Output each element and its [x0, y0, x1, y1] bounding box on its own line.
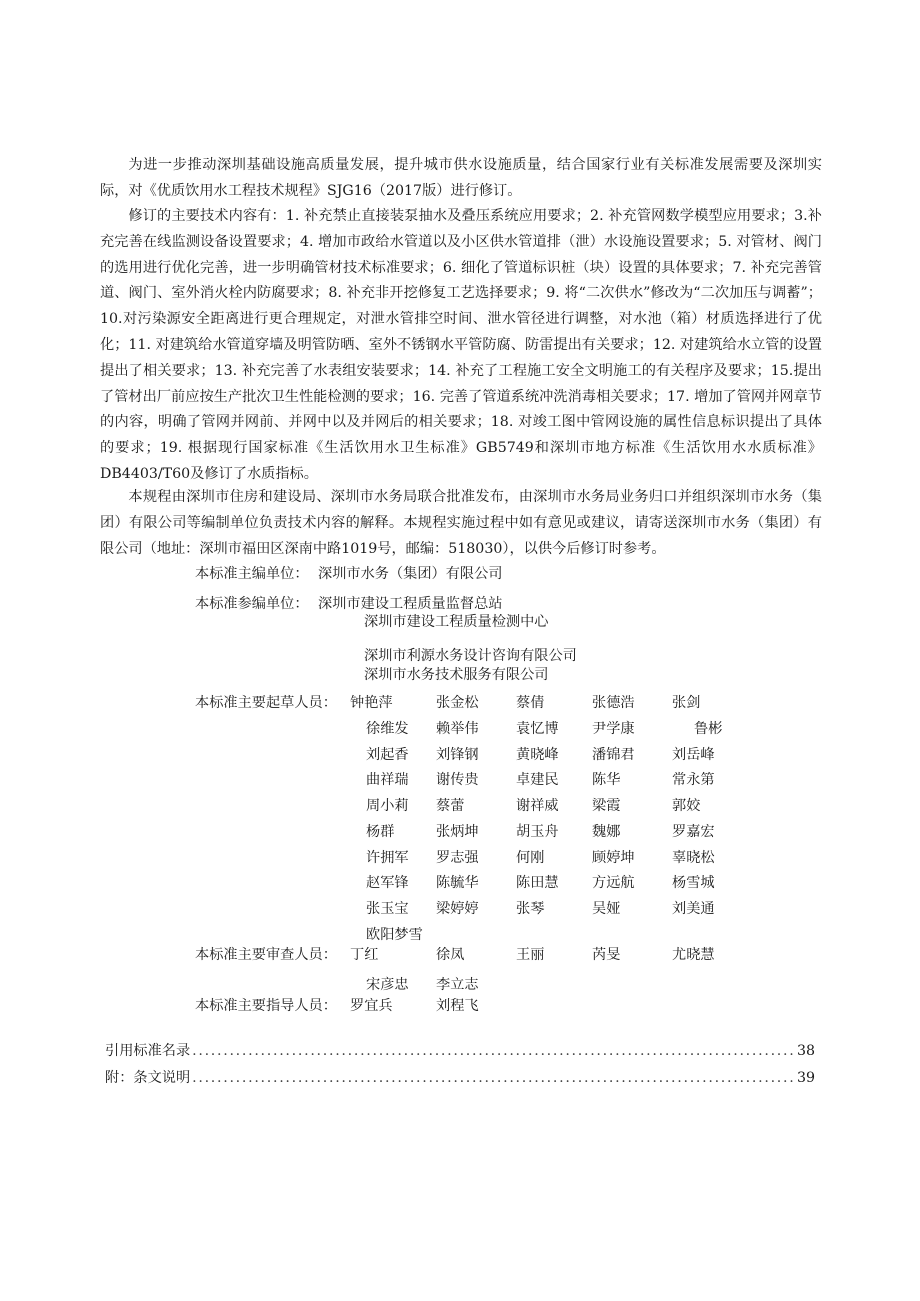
co-editor-label: 本标准参编单位： — [195, 596, 309, 612]
person-name: 黄晓峰 — [516, 747, 559, 763]
person-name: 丁红 — [350, 947, 379, 963]
person-name: 张金松 — [436, 695, 479, 711]
person-name: 李立志 — [436, 977, 479, 993]
person-name: 袁忆博 — [516, 721, 559, 737]
person-name: 张德浩 — [592, 695, 635, 711]
person-name: 陈毓华 — [436, 875, 479, 891]
person-name: 芮旻 — [592, 947, 621, 963]
person-name: 杨雪城 — [672, 875, 715, 891]
person-name: 魏娜 — [592, 824, 621, 840]
person-name: 蔡蕾 — [436, 798, 465, 814]
person-name: 鲁彬 — [694, 721, 723, 737]
person-name: 刘岳峰 — [672, 747, 715, 763]
person-name: 梁霞 — [592, 798, 621, 814]
person-name: 赖举伟 — [436, 721, 479, 737]
person-name: 张炳坤 — [436, 824, 479, 840]
person-name: 王丽 — [516, 947, 545, 963]
toc-entry-title: 引用标准名录 — [105, 1043, 191, 1059]
toc-leader-dots — [192, 1041, 795, 1061]
person-name: 潘锦君 — [592, 747, 635, 763]
chief-editor-unit: 深圳市水务（集团）有限公司 — [318, 566, 503, 582]
person-name: 刘程飞 — [436, 998, 479, 1014]
person-name: 尤晓慧 — [672, 947, 715, 963]
person-name: 陈华 — [592, 772, 621, 788]
co-editor-unit: 深圳市水务技术服务有限公司 — [364, 667, 549, 683]
person-name: 方远航 — [592, 875, 635, 891]
person-name: 陈田慧 — [516, 875, 559, 891]
toc-entry[interactable] — [105, 1068, 815, 1088]
person-name: 宋彦忠 — [366, 977, 409, 993]
toc-entry-page: 38 — [796, 1043, 815, 1059]
person-name: 卓建民 — [516, 772, 559, 788]
person-name: 刘锋钢 — [436, 747, 479, 763]
co-editor-unit: 深圳市建设工程质量检测中心 — [364, 614, 549, 630]
co-editor-unit: 深圳市建设工程质量监督总站 — [318, 596, 503, 612]
person-name: 吴娅 — [592, 901, 621, 917]
toc-entry[interactable] — [105, 1041, 815, 1061]
person-name: 刘起香 — [366, 747, 409, 763]
person-name: 胡玉舟 — [516, 824, 559, 840]
person-name: 罗宜兵 — [350, 998, 393, 1014]
person-name: 欧阳梦雪 — [366, 927, 423, 943]
person-name: 何刚 — [516, 850, 545, 866]
toc-entry-title: 附：条文说明 — [105, 1070, 191, 1086]
person-name: 郭姣 — [672, 798, 701, 814]
person-name: 顾婷坤 — [592, 850, 635, 866]
preface-paragraph-3: 本规程由深圳市住房和建设局、深圳市水务局联合批准发布，由深圳市水务局业务归口并组织深圳市水务（集团）有限公司等编制单位负责技术内容的解释。本规程实施过程中如有意见或建议，请寄送深圳市水务（集团）有限公司（地址：深圳市福田区深南中路1019号，邮编：518030），以供今后修订时参考。 — [100, 489, 822, 557]
preface-paragraph-2: 修订的主要技术内容有：1. 补充禁止直接装泵抽水及叠压系统应用要求；2. 补充管网数学模型应用要求；3.补充完善在线监测设备设置要求；4. 增加市政给水管道以及小区供水管道排（泄）水设施设置要求；5. 对管材、阀门的选用进行优化完善，进一步明确管材技术标准要求；6. 细化了管道标识桩（块）设置的具体要求；7. 补充完善管道、阀门、室外消火栓内防腐要求；8. 补充非开挖修复工艺选择要求；9. 将“二次供水”修改为“二次加压与调蓄”；10.对污染源安全距离进行更合理规定，对泄水管排空时间、泄水管径进行调整，对水池（箱）材质选择进行了优化；11. 对建筑给水管道穿墙及明管防晒、室外不锈钢水平管防腐、防雷提出有关要求；12. 对建筑给水立管的设置提出了相关要求；13. 补充完善了水表组安装要求；14. 补充了工程施工安全文明施工的有关程序及要求；15.提出了管材出厂前应按生产批次卫生性能检测的要求；16. 完善了管道系统冲洗消毒相关要求；17. 增加了管网并网章节的内容，明确了管网并网前、并网中以及并网后的相关要求；18. 对竣工图中管网设施的属性信息标识提出了具体的要求；19. 根据现行国家标准《生活饮用水卫生标准》GB5749和深圳市地方标准《生活饮用水水质标准》DB4403/T60及修订了水质指标。 — [100, 208, 822, 482]
person-name: 张玉宝 — [366, 901, 409, 917]
person-name: 谢传贵 — [436, 772, 479, 788]
person-name: 徐凤 — [436, 947, 465, 963]
person-name: 赵军锋 — [366, 875, 409, 891]
person-name: 梁婷婷 — [436, 901, 479, 917]
person-name: 钟艳萍 — [350, 695, 393, 711]
co-editor-unit: 深圳市利源水务设计咨询有限公司 — [364, 648, 577, 664]
person-name: 刘美通 — [672, 901, 715, 917]
person-name: 蔡倩 — [516, 695, 545, 711]
person-name: 张剑 — [672, 695, 701, 711]
person-name: 徐维发 — [366, 721, 409, 737]
person-name: 罗志强 — [436, 850, 479, 866]
person-name: 谢祥威 — [516, 798, 559, 814]
person-name: 张琴 — [516, 901, 545, 917]
person-name: 辜晓松 — [672, 850, 715, 866]
person-name: 曲祥瑞 — [366, 772, 409, 788]
preface-paragraph-1: 为进一步推动深圳基础设施高质量发展，提升城市供水设施质量，结合国家行业有关标准发展需要及深圳实际，对《优质饮用水工程技术规程》SJG16（2017版）进行修订。 — [100, 157, 822, 199]
person-name: 罗嘉宏 — [672, 824, 715, 840]
person-name: 许拥军 — [366, 850, 409, 866]
person-name: 尹学康 — [592, 721, 635, 737]
person-name: 常永第 — [672, 772, 715, 788]
drafters-label: 本标准主要起草人员： — [195, 695, 337, 711]
toc-entry-page: 39 — [796, 1070, 815, 1086]
person-name: 杨群 — [366, 824, 395, 840]
chief-editor-label: 本标准主编单位： — [195, 566, 309, 582]
guides-label: 本标准主要指导人员： — [195, 998, 337, 1014]
person-name: 周小莉 — [366, 798, 409, 814]
toc-leader-dots — [192, 1068, 795, 1088]
reviewers-label: 本标准主要审查人员： — [195, 947, 337, 963]
